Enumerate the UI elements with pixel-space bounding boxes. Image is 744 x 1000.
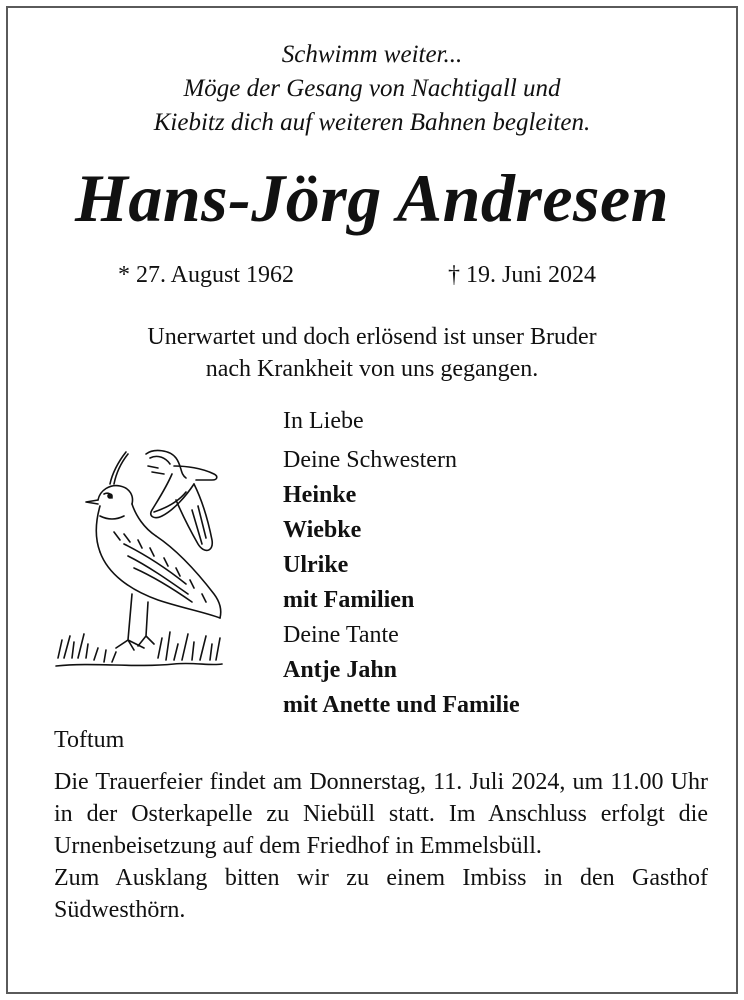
birth-date: * 27. August 1962 [118, 262, 295, 288]
signers [283, 404, 520, 723]
verse-line: Kiebitz dich auf weiteren Bahnen begleiten. [153, 109, 591, 136]
lapwing-birds-icon [54, 444, 224, 672]
signer-name: Ulrike [283, 552, 349, 578]
signer-name: Wiebke [283, 517, 362, 543]
death-date: † 19. Juni 2024 [448, 262, 597, 288]
obituary-frame [6, 6, 738, 994]
verse [8, 38, 736, 140]
message-line: Unerwartet und doch erlösend ist unser Bruder [147, 324, 597, 350]
message [8, 321, 736, 385]
place: Toftum [54, 727, 125, 753]
group-label-sisters: Deine Schwestern [283, 447, 457, 473]
signer-name: mit Anette und Familie [283, 692, 520, 718]
group-label-aunt: Deine Tante [283, 622, 399, 648]
message-line: nach Krankheit von uns gegangen. [205, 356, 539, 382]
signer-name: mit Familien [283, 587, 415, 613]
signers-intro: In Liebe [283, 408, 364, 434]
service-info [54, 766, 708, 926]
service-paragraph: Die Trauerfeier findet am Donnerstag, 11. Juli 2024, um 11.00 Uhr in der Osterkapelle zu Niebüll statt. Im Anschluss erfolgt die Urnenbeisetzung auf dem Friedhof in Emmelsbüll. [54, 769, 708, 859]
verse-line: Möge der Gesang von Nachtigall und [183, 75, 561, 102]
signer-name: Antje Jahn [283, 657, 398, 683]
deceased-name: Hans-Jörg Andresen [74, 160, 670, 236]
signer-name: Heinke [283, 482, 357, 508]
verse-line: Schwimm weiter... [281, 41, 463, 68]
service-paragraph: Zum Ausklang bitten wir zu einem Imbiss in den Gasthof Südwesthörn. [54, 865, 708, 923]
